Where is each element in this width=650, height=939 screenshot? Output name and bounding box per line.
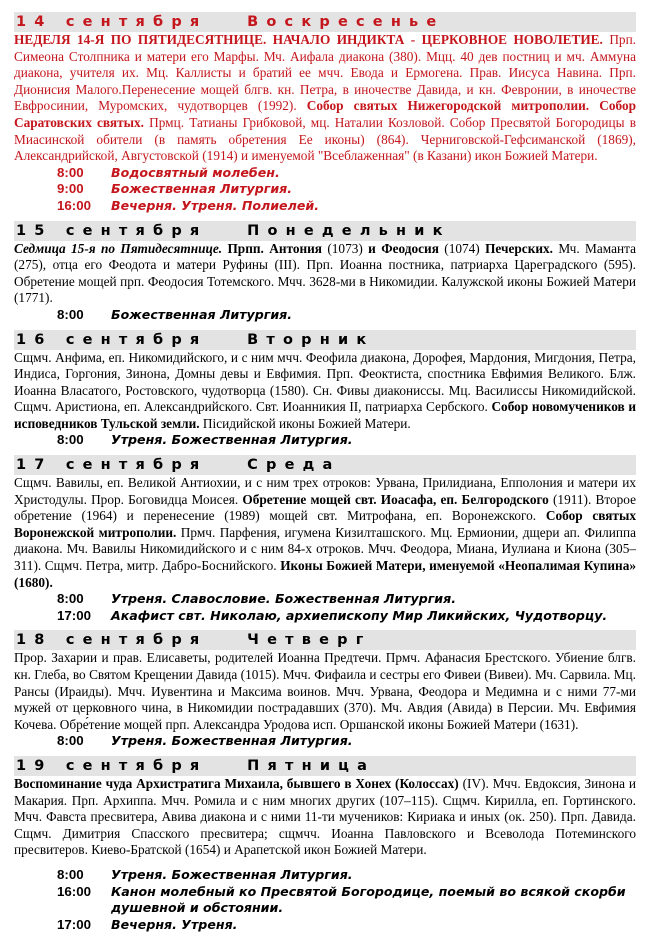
service-row bbox=[14, 165, 636, 182]
description-text: и Феодосия bbox=[368, 240, 439, 256]
service-name: Божественная Литургия. bbox=[111, 181, 293, 197]
service-time: 16:00 bbox=[57, 197, 92, 213]
description-text: Седмица 15-я по Пятидесятнице. bbox=[14, 240, 223, 256]
description-text: Прор. Захарии и прав. Елисаветы, родителей Иоанна Предтечи. Прмч. Афанасия Брестского. Убиение блгв. кн. Глеба, во Святом Крещении Давида (1015). Мчч. Фифаила и сестры его Фивеи (Вивеи). Мч. Сарвила. Мц. Рансы (Ираиды). Мчч. Иувентина и Максима воинов. Мчч. Урвана, Феодора и Медимна и с ними 77-ми мужей от церковного чина, в Никомидии пострадавших (370). Мч. Авдия (Авида) в Персии. Мч. Евфимия Кочева. Обре́тение мощей прп. Александра Уродова исп. Оршанской иконы Божией Матери (1631). bbox=[14, 650, 636, 732]
service-name: Божественная Литургия. bbox=[111, 306, 293, 322]
service-row bbox=[14, 432, 636, 449]
day-block bbox=[14, 330, 636, 450]
service-row bbox=[14, 181, 636, 198]
day-header: 17 сентября Среда bbox=[14, 455, 636, 475]
day-description bbox=[14, 350, 636, 433]
description-text: (IV). Мчч. Евдоксия, Зинона и Макария. Прп. Архиппа. Мчч. Ромила и с ним многих других (107–115). Сщмч. Кирилла, еп. Гортинского. Мчч. Фавста пресвитера, Авива диакона и с ними 11-ти мучеников: Кириака и иных (ок. 250). Прп. Давида. Сщмч. Димитрия Спасского пресвитера; сщмчч. Иоанна Павловского и Всеволода Потеминского пресвитеров. Киево-Братской (1654) и Арапетской икон Божией Матери. bbox=[14, 775, 637, 858]
day-description bbox=[14, 776, 636, 859]
description-text: Прмч. Парфения, игумена Кизилташского. Мц. Ермионии, дщери ап. Филиппа диакона. Мч. Вавилы Никомидийского и с ним 84-х отроков. Мчч. Феодора, Миана, Иулиана и Киона (305–311). Сщмч. Петра, митр. Дабро-Боснийского. bbox=[14, 524, 637, 574]
description-text: Воспоминание чуда Архистратига Михаила, бывшего в Хонех (Колоссах) bbox=[14, 775, 459, 791]
service-row bbox=[14, 591, 636, 608]
service-name: Утреня. Божественная Литургия. bbox=[111, 733, 353, 749]
description-text: Мч. Маманта (275), отца его Феодота и матери Руфины (III). Прп. Иоанна постника, патриарха Цареградского (595). Обретение мощей прп. Феодосия Тотемского. Мчч. 3628-ми в Никомидии. Калужской иконы Божией Матери (1771). bbox=[14, 240, 636, 306]
service-list bbox=[14, 307, 636, 324]
description-text: Прмц. Татианы Грибковой, мц. Наталии Козловой. Собор Пресвятой Богородицы в Миасинской обители (в память обретения Ее иконы) (864). Черниговской-Гефсиманской (1869), Александрийской, Августовской (1914) и именуемой "Всеблаженная" (в Казани) икон Божией Матери. bbox=[14, 114, 637, 164]
description-text: Иконы Божией Матери, именуемой «Неопалимая Купина» bbox=[280, 558, 636, 574]
day-header: 16 сентября Вторник bbox=[14, 330, 636, 350]
service-time: 17:00 bbox=[57, 916, 92, 932]
description-text: Прпп. Антония bbox=[227, 240, 322, 256]
day-block bbox=[14, 756, 636, 933]
service-time: 9:00 bbox=[57, 181, 84, 197]
service-name: Вечерня. Утреня. Полиелей. bbox=[111, 197, 319, 213]
service-name: Водосвятный молебен. bbox=[111, 164, 280, 180]
day-block bbox=[14, 455, 636, 624]
description-text: (1074) bbox=[438, 240, 486, 256]
description-text: НЕДЕЛЯ 14-Я ПО ПЯТИДЕСЯТНИЦЕ. НАЧАЛО ИНДИКТА - ЦЕРКОВНОЕ НОВОЛЕТИЕ. bbox=[14, 32, 603, 47]
service-list bbox=[14, 432, 636, 449]
service-row bbox=[14, 867, 636, 884]
service-time: 8:00 bbox=[57, 164, 84, 180]
description-text: Собор новомучеников и исповедников Тульской земли. bbox=[14, 399, 636, 431]
day-header: 19 сентября Пятница bbox=[14, 756, 636, 776]
service-list bbox=[14, 165, 636, 215]
day-header: 14 сентября Воскресенье bbox=[14, 12, 636, 32]
description-text: Обретение мощей свт. Иоасафа, еп. Белгородского bbox=[242, 491, 549, 507]
service-name: Утреня. Славословие. Божественная Литургия. bbox=[111, 591, 457, 607]
service-row bbox=[14, 198, 636, 215]
description-text: Пісидийской иконы Божией Матери. bbox=[199, 415, 411, 431]
description-text: Печерских. bbox=[485, 240, 553, 256]
service-time: 8:00 bbox=[57, 591, 84, 607]
service-time: 17:00 bbox=[57, 607, 92, 623]
description-text: Собор святых Воронежской митрополии. bbox=[14, 508, 636, 540]
service-row bbox=[14, 884, 636, 917]
day-description bbox=[14, 650, 636, 733]
day-header: 18 сентября Четверг bbox=[14, 630, 636, 650]
day-description bbox=[14, 32, 636, 165]
service-list bbox=[14, 867, 636, 933]
service-time: 8:00 bbox=[57, 733, 84, 749]
service-name: Акафист свт. Николаю, архиепископу Мир Ликийских, Чудотворцу. bbox=[111, 607, 608, 623]
service-row bbox=[14, 307, 636, 324]
day-block bbox=[14, 630, 636, 750]
service-row bbox=[14, 733, 636, 750]
description-text: Сщмч. Анфима, еп. Никомидийского, и с ним мчч. Феофила диакона, Дорофея, Мардония, Мигдония, Петра, Индиса, Горгония, Зинона, Домны девы и Евфимия. Прп. Феоктиста, спостника Евфимия Великого. Блж. Иоанна Власатого, Ростовского, чудотворца (1580). Сн. Фивы диакониссы. Мц. Василиссы Никомидийской. Сщмч. Аристиона, еп. Александрийского. Свт. Иоанникия II, патриарха Сербского. bbox=[14, 349, 636, 415]
description-text: Прп. Симеона Столпника и матери его Марфы. Мч. Аифала диакона (380). Мцц. 40 дев постниц и мч. Аммуна диакона, учителя их. Мц. Каллисты и братий ее мчч. Евода и Ермогена. Прав. Иисуса Навина. Прп. Дионисия Малого.Перенесение мощей блгв. кн. Петра, в иночестве Давида, и кн. Февронии, в иночестве Евфросинии, Муромских, чудотворцев (1992). bbox=[14, 32, 637, 114]
service-row bbox=[14, 917, 636, 934]
service-name: Утреня. Божественная Литургия. bbox=[111, 432, 353, 448]
day-block bbox=[14, 12, 636, 215]
day-header: 15 сентября Понедельник bbox=[14, 221, 636, 241]
schedule-page bbox=[14, 12, 636, 939]
service-name: Вечерня. Утреня. bbox=[111, 916, 238, 932]
service-time: 8:00 bbox=[57, 306, 84, 322]
service-name: Утреня. Божественная Литургия. bbox=[111, 866, 353, 882]
service-time: 16:00 bbox=[57, 883, 92, 899]
day-description bbox=[14, 241, 636, 307]
description-text: Сщмч. Вавилы, еп. Великой Антиохии, и с ним трех отроков: Урвана, Прилидиана, Епполония и матери их Христодулы. Прор. Боговидца Моисея. bbox=[14, 475, 636, 507]
service-row bbox=[14, 608, 636, 625]
service-time: 8:00 bbox=[57, 866, 84, 882]
service-list bbox=[14, 733, 636, 750]
service-time: 8:00 bbox=[57, 432, 84, 448]
description-text: Собор святых Нижегородской митрополии. Собор Саратовских святых. bbox=[14, 98, 636, 130]
service-list bbox=[14, 591, 636, 624]
day-block bbox=[14, 221, 636, 324]
description-text: (1680). bbox=[14, 574, 53, 590]
service-name: Канон молебный ко Пресвятой Богородице, поемый во всякой скорби душевной и обстоянии. bbox=[111, 883, 626, 916]
day-description bbox=[14, 475, 636, 591]
description-text: (1073) bbox=[322, 240, 369, 256]
description-text: (1911). Второе обретение (1964) и перенесение (1989) мощей свт. Митрофана, еп. Воронежского. bbox=[14, 491, 636, 524]
